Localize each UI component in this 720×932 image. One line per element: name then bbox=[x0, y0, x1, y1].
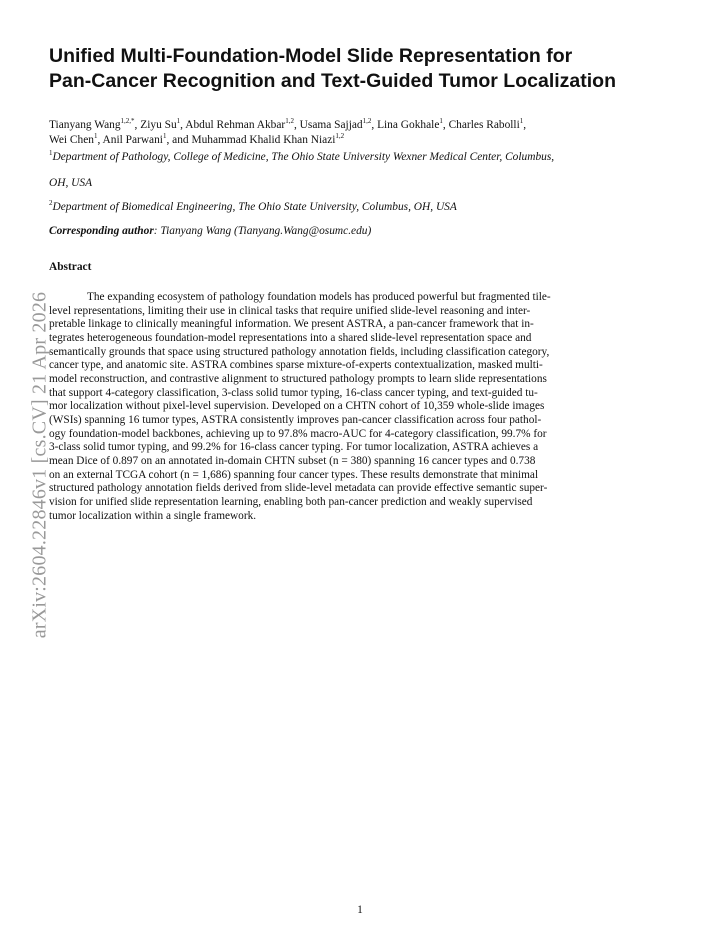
abstract-line: ogy foundation-model backbones, achieving up to 97.8% macro-AUC for 4-category classification, 99.7% for bbox=[49, 427, 547, 440]
paper-title bbox=[49, 44, 679, 94]
author-conjunction: and bbox=[172, 134, 189, 146]
affiliation-mark: 1 bbox=[49, 149, 53, 157]
corresponding-author bbox=[49, 224, 679, 239]
abstract-line: tegrates heterogeneous foundation-model representations into a shared slide-level representation space and bbox=[49, 331, 532, 344]
author-affiliation-mark: 1 bbox=[439, 117, 443, 125]
author-line: Wei Chen$^1$, Anil Parwani$^1$, and Muhammad Khalid Khan Niazi$^{1,2}$ bbox=[49, 132, 345, 146]
author-affiliation-mark: 1,2 bbox=[362, 117, 372, 125]
abstract-line: tumor localization within a single framework. bbox=[49, 509, 257, 522]
abstract-line: structured pathology annotation fields derived from slide-level metadata can provide effective semantic super- bbox=[49, 482, 548, 495]
abstract-line: mean Dice of 0.897 on an annotated in-domain CHTN subset (n = 380) spanning 16 cancer types and 0.738 bbox=[49, 454, 536, 467]
author-name: Tianyang Wang bbox=[49, 119, 121, 131]
author-line: Tianyang Wang$^{1,2,*}$, Ziyu Su$^1$, Abdul Rehman Akbar$^{1,2}$, Usama Sajjad$^{1,2}$, Lina Gokhale$^1$, Charles Rabolli$^1$, bbox=[49, 117, 527, 131]
author-affiliation-mark: 1 bbox=[93, 132, 98, 140]
abstract-heading: Abstract bbox=[49, 261, 92, 273]
author-name: Wei Chen bbox=[49, 134, 94, 146]
author-affiliation-mark: 1 bbox=[519, 117, 524, 125]
abstract-line: model reconstruction, and contrastive alignment to structured pathology prompts to learn slide representations bbox=[49, 372, 547, 385]
abstract-line: cancer type, and anatomic site. ASTRA combines sparse mixture-of-experts contextualization, masked multi- bbox=[49, 359, 543, 372]
abstract-line: on an external TCGA cohort (n = 1,686) spanning four cancer types. These results demonstrate that minimal bbox=[49, 468, 539, 481]
author-affiliation-mark: 1,2 bbox=[285, 117, 294, 125]
abstract-line: pretable linkage to clinically meaningful information. We present ASTRA, a pan-cancer framework that in- bbox=[49, 318, 534, 331]
author-name: Muhammad Khalid Khan Niazi bbox=[191, 134, 336, 146]
author-affiliation-mark: 1,2,* bbox=[120, 117, 135, 125]
author-affiliation-mark: 1 bbox=[162, 132, 167, 140]
page-number: 1 bbox=[357, 904, 363, 916]
arxiv-identifier: arXiv:2604.22846v1 [cs.CV] 21 Apr 2026 bbox=[28, 291, 51, 639]
abstract-line: that support 4-category classification, 3-class solid tumor typing, 16-class cancer typing, and text-guided tu- bbox=[49, 386, 538, 399]
author-name: Abdul Rehman Akbar bbox=[185, 119, 286, 131]
affiliation-mark: 2 bbox=[49, 199, 53, 207]
affiliation-text: Department of Pathology, College of Medicine, The Ohio State University Wexner Medical Center, Columbus, bbox=[52, 151, 555, 163]
abstract-body bbox=[49, 291, 671, 523]
affiliation-text: OH, USA bbox=[49, 177, 93, 189]
author-affiliation-mark: 1,2 bbox=[335, 132, 345, 140]
abstract-line: The expanding ecosystem of pathology foundation models has produced powerful but fragmented tile- bbox=[87, 291, 551, 303]
title-line: Pan-Cancer Recognition and Text-Guided Tumor Localization bbox=[49, 70, 616, 92]
author-name: Ziyu Su bbox=[140, 119, 177, 131]
title-line: Unified Multi-Foundation-Model Slide Representation for bbox=[49, 45, 573, 67]
author-list bbox=[49, 118, 674, 148]
abstract-line: level representations, limiting their use in clinical tasks that require unified slide-level reasoning and inter- bbox=[49, 304, 531, 317]
abstract-line: (WSIs) spanning 16 tumor types, ASTRA consistently improves pan-cancer classification across four pathol- bbox=[49, 413, 542, 426]
abstract-line: semantically grounds that space using structured pathology annotation fields, including classification category, bbox=[49, 345, 550, 358]
author-name: Lina Gokhale bbox=[377, 119, 440, 131]
author-name: Usama Sajjad bbox=[299, 119, 363, 131]
affiliation-1-continued bbox=[49, 176, 679, 191]
abstract-line: 3-class solid tumor typing, and 99.2% for 16-class cancer typing. For tumor localization, ASTRA achieves a bbox=[49, 441, 539, 454]
abstract-line: vision for unified slide representation learning, enabling both pan-cancer prediction and weakly supervised bbox=[49, 495, 533, 508]
affiliation-text: Department of Biomedical Engineering, The Ohio State University, Columbus, OH, USA bbox=[52, 201, 457, 213]
corresponding-author-text: : Tianyang Wang (Tianyang.Wang@osumc.edu) bbox=[153, 225, 372, 237]
corresponding-author-label: Corresponding author bbox=[49, 225, 154, 237]
author-name: Charles Rabolli bbox=[448, 119, 520, 131]
abstract-line: mor localization without pixel-level supervision. Developed on a CHTN cohort of 10,359 whole-slide images bbox=[49, 400, 545, 413]
author-name: Anil Parwani bbox=[102, 134, 163, 146]
affiliation-1 bbox=[49, 150, 679, 165]
author-affiliation-mark: 1 bbox=[176, 117, 181, 125]
affiliation-2 bbox=[49, 200, 679, 215]
